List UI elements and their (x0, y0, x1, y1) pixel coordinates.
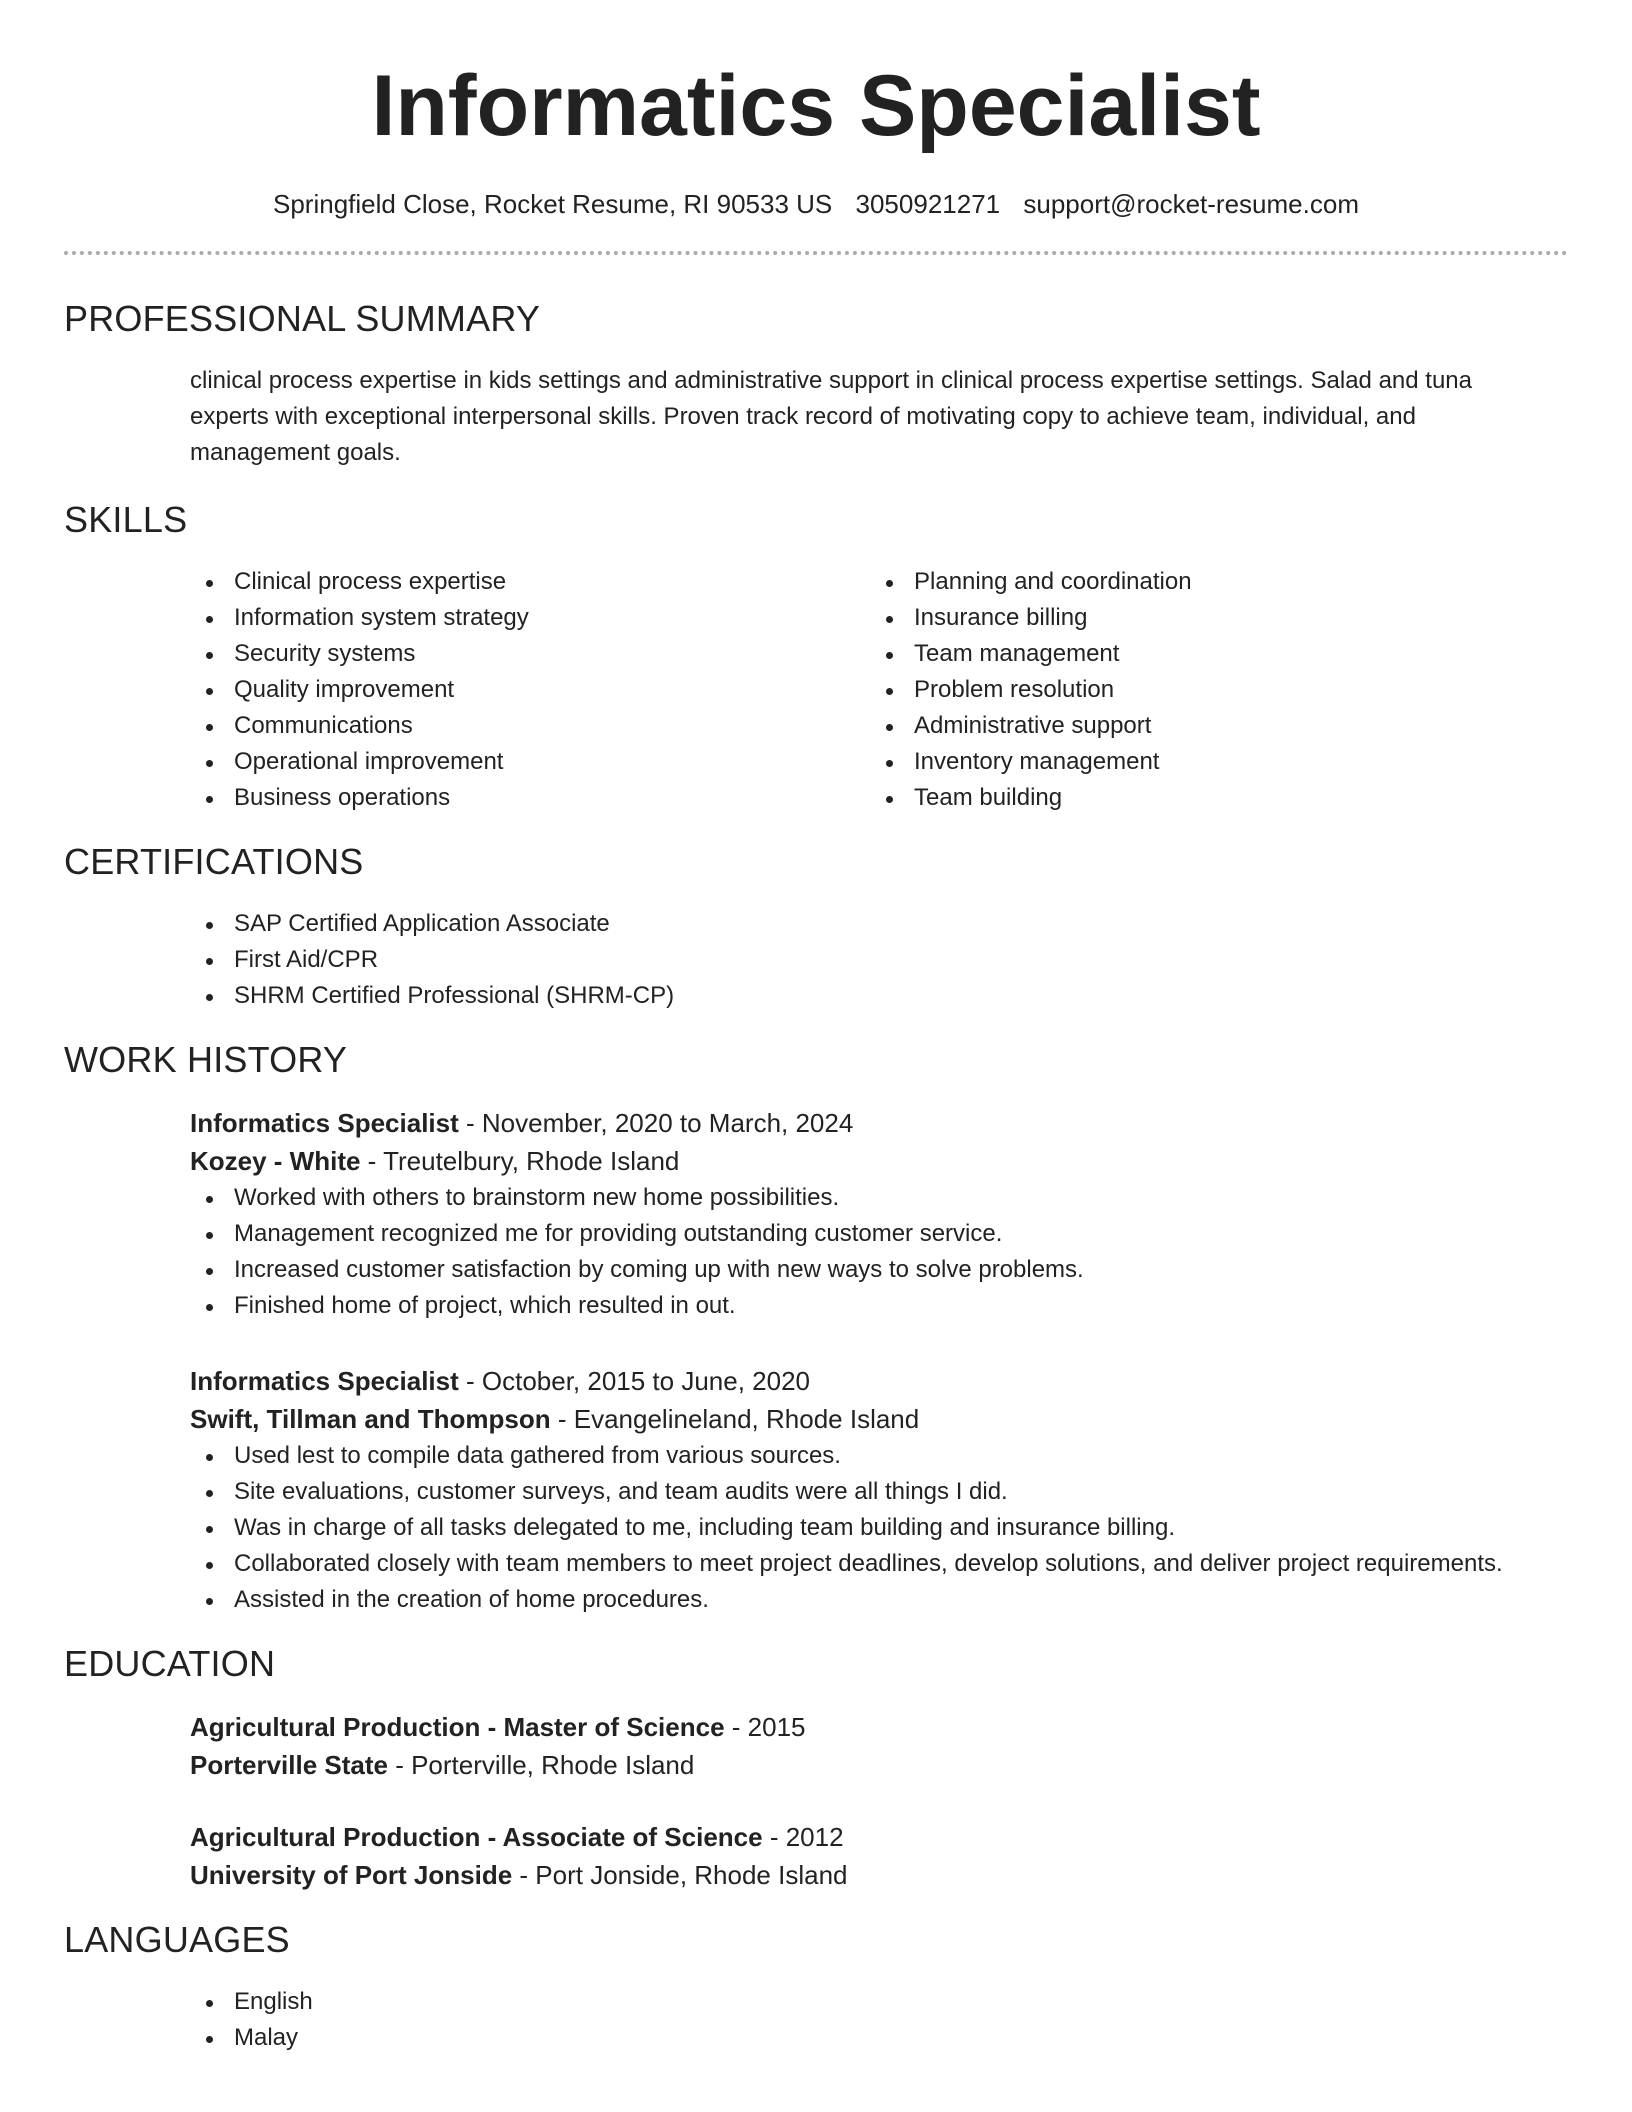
education-school: University of Port Jonside (190, 1860, 513, 1890)
job-bullet: Increased customer satisfaction by coming up with new ways to solve problems. (190, 1252, 1568, 1288)
education-entry (190, 1818, 1568, 1894)
job-role: Informatics Specialist (190, 1108, 459, 1138)
skills-section (190, 564, 1568, 816)
job-company-line (190, 1142, 1568, 1180)
job-location: - Treutelbury, Rhode Island (360, 1146, 680, 1176)
job-bullet: Used lest to compile data gathered from various sources. (190, 1438, 1568, 1474)
job-title-line (190, 1104, 1568, 1142)
resume-name: Informatics Specialist (371, 58, 1261, 154)
job-company-line (190, 1400, 1568, 1438)
education-year: - 2015 (724, 1712, 806, 1742)
skill-item: Planning and coordination (870, 564, 1550, 600)
skills-title: SKILLS (64, 499, 188, 540)
skill-item: Team building (870, 780, 1550, 816)
job-location: - Evangelineland, Rhode Island (550, 1404, 920, 1434)
languages-title: LANGUAGES (64, 1919, 290, 1960)
skills-list-left (190, 564, 870, 816)
skill-item: Administrative support (870, 708, 1550, 744)
job-dates: - October, 2015 to June, 2020 (458, 1366, 811, 1396)
skill-item: Business operations (190, 780, 870, 816)
contact-phone: 3050921271 (855, 189, 1001, 219)
education-title: EDUCATION (64, 1643, 276, 1684)
skill-item: Problem resolution (870, 672, 1550, 708)
certification-item: SAP Certified Application Associate (190, 906, 1568, 942)
skill-item: Information system strategy (190, 600, 870, 636)
job-entry (190, 1104, 1568, 1324)
work-history-section (190, 1104, 1568, 1618)
job-bullets (190, 1180, 1568, 1324)
certification-item: SHRM Certified Professional (SHRM-CP) (190, 978, 1568, 1014)
skills-list-right (870, 564, 1550, 816)
work-history-title: WORK HISTORY (64, 1039, 348, 1080)
education-degree: Agricultural Production - Master of Science (190, 1712, 725, 1742)
education-degree-line (190, 1818, 1568, 1856)
education-degree: Agricultural Production - Associate of Science (190, 1822, 763, 1852)
certifications-list (190, 906, 1568, 1014)
education-location: - Port Jonside, Rhode Island (512, 1860, 848, 1890)
education-school: Porterville State (190, 1750, 388, 1780)
header-divider (64, 251, 1568, 255)
job-bullet: Was in charge of all tasks delegated to me, including team building and insurance billing. (190, 1510, 1568, 1546)
skill-item: Inventory management (870, 744, 1550, 780)
contact-address: Springfield Close, Rocket Resume, RI 90533 US (273, 189, 833, 219)
languages-section (190, 1984, 1568, 2056)
skill-item: Security systems (190, 636, 870, 672)
education-year: - 2012 (762, 1822, 844, 1852)
skill-item: Team management (870, 636, 1550, 672)
summary-text: clinical process expertise in kids settings and administrative support in clinical process expertise settings. Salad and tuna experts with exceptional interpersonal skills. Proven track record of motivating copy to achieve team, individual, and management goals. (190, 367, 1472, 466)
job-bullet: Finished home of project, which resulted in out. (190, 1288, 1568, 1324)
education-school-line (190, 1856, 1568, 1894)
job-bullet: Management recognized me for providing outstanding customer service. (190, 1216, 1568, 1252)
skill-item: Quality improvement (190, 672, 870, 708)
job-company: Kozey - White (190, 1146, 361, 1176)
job-company: Swift, Tillman and Thompson (190, 1404, 551, 1434)
skill-item: Insurance billing (870, 600, 1550, 636)
summary-title: PROFESSIONAL SUMMARY (64, 298, 541, 339)
certifications-section (190, 906, 1568, 1014)
education-section (190, 1708, 1568, 1894)
job-bullet: Assisted in the creation of home procedures. (190, 1582, 1568, 1618)
skill-item: Operational improvement (190, 744, 870, 780)
languages-list (190, 1984, 1568, 2056)
certifications-title: CERTIFICATIONS (64, 841, 364, 882)
job-title-line (190, 1362, 1568, 1400)
contact-line (64, 188, 1568, 220)
skill-item: Communications (190, 708, 870, 744)
language-item: English (190, 1984, 1568, 2020)
language-item: Malay (190, 2020, 1568, 2056)
job-entry (190, 1362, 1568, 1618)
job-dates: - November, 2020 to March, 2024 (458, 1108, 854, 1138)
education-school-line (190, 1746, 1568, 1784)
contact-email: support@rocket-resume.com (1023, 189, 1359, 219)
job-bullet: Site evaluations, customer surveys, and team audits were all things I did. (190, 1474, 1568, 1510)
job-bullet: Collaborated closely with team members to meet project deadlines, develop solutions, and deliver project requirements. (190, 1546, 1568, 1582)
skill-item: Clinical process expertise (190, 564, 870, 600)
education-entry (190, 1708, 1568, 1784)
job-bullets (190, 1438, 1568, 1618)
job-role: Informatics Specialist (190, 1366, 459, 1396)
certification-item: First Aid/CPR (190, 942, 1568, 978)
summary-section (190, 363, 1568, 471)
education-degree-line (190, 1708, 1568, 1746)
education-location: - Porterville, Rhode Island (387, 1750, 695, 1780)
job-bullet: Worked with others to brainstorm new home possibilities. (190, 1180, 1568, 1216)
